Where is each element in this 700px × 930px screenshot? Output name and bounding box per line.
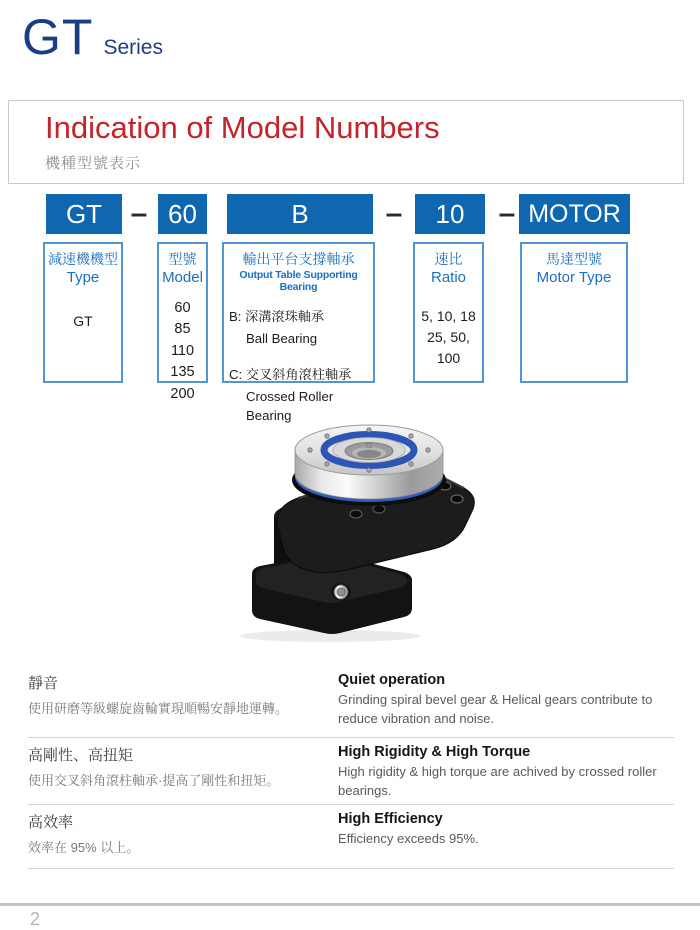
spec-title-en: Type (66, 268, 100, 286)
spec-title-en: Ratio (430, 268, 467, 286)
spec-value: 85 (174, 321, 191, 338)
feature-row-rigidity (28, 738, 674, 805)
page-title: Indication of Model Numbers (45, 110, 440, 145)
feature-desc-zh: 使用交叉斜角滾柱軸承·提高了剛性和扭矩。 (28, 773, 280, 788)
spec-title-zh: 型號 (168, 251, 197, 267)
base-screw (332, 584, 351, 601)
spec-value: B: 深溝滾珠軸承 (229, 308, 325, 324)
spec-box-ratio (413, 242, 484, 383)
spec-value: 5, 10, 18 (421, 307, 476, 324)
feature-desc-zh: 使用研磨等級螺旋齒輪實現順暢安靜地運轉。 (28, 701, 289, 716)
dash-separator: – (385, 197, 403, 230)
feature-desc-zh: 效率在 95% 以上。 (28, 840, 140, 855)
spec-value: 25, 50, 100 (427, 328, 470, 366)
spec-title-zh: 速比 (434, 251, 463, 267)
spec-title-zh: 馬達型號 (546, 251, 602, 267)
spec-title-zh: 減速機機型 (48, 251, 118, 267)
spec-box-type (43, 242, 123, 383)
spec-value: Crossed Roller Bearing (246, 388, 334, 423)
spec-value: 110 (170, 342, 195, 359)
feature-title-zh: 靜音 (28, 675, 59, 692)
spec-value: GT (73, 312, 93, 329)
feature-row-quiet (28, 666, 674, 738)
spec-box-motor-type (520, 242, 628, 383)
feature-desc-en: Efficiency exceeds 95%. (338, 831, 479, 846)
feature-list (28, 666, 674, 869)
footer-divider (0, 903, 700, 906)
series-suffix: Series (103, 36, 163, 59)
spec-value: 60 (174, 299, 191, 316)
feature-title-en: High Rigidity & High Torque (338, 744, 531, 760)
spec-value: 135 (170, 364, 195, 381)
feature-title-zh: 高效率 (28, 814, 74, 831)
spec-title-en: Output Table Supporting Bearing (239, 268, 358, 294)
dash-separator: – (130, 197, 148, 230)
dash-separator: – (498, 197, 516, 230)
product-photo (226, 414, 482, 648)
model-code-segment-type: GT (46, 194, 122, 234)
feature-title-zh: 高剛性、高扭矩 (28, 747, 134, 764)
feature-row-efficiency (28, 805, 674, 869)
rotary-table (292, 425, 446, 506)
spec-title-en: Motor Type (536, 268, 612, 286)
feature-title-en: High Efficiency (338, 811, 443, 827)
spec-title-zh: 輸出平台支撐軸承 (242, 251, 355, 267)
model-code-segment-model: 60 (158, 194, 207, 234)
model-code-segment-motor: MOTOR (519, 194, 630, 234)
spec-box-bearing (222, 242, 375, 423)
page-subtitle: 機種型號表示 (45, 154, 142, 172)
spec-value: 200 (170, 385, 195, 402)
section-header (8, 100, 684, 184)
spec-value: C: 交叉斜角滾柱軸承 (229, 366, 352, 382)
model-code-segment-bearing: B (227, 194, 373, 234)
feature-title-en: Quiet operation (338, 672, 446, 688)
feature-desc-en: High rigidity & high torque are achived by crossed roller bearings. (338, 764, 657, 798)
spec-value: Ball Bearing (246, 330, 318, 346)
series-logo (22, 8, 163, 66)
spec-title-en: Model (162, 268, 203, 286)
model-code-segment-ratio: 10 (415, 194, 485, 234)
page-number: 2 (30, 909, 41, 929)
feature-desc-en: Grinding spiral bevel gear & Helical gears contribute to reduce vibration and noise. (338, 692, 653, 726)
spec-box-model (157, 242, 208, 402)
series-name: GT (22, 9, 94, 65)
